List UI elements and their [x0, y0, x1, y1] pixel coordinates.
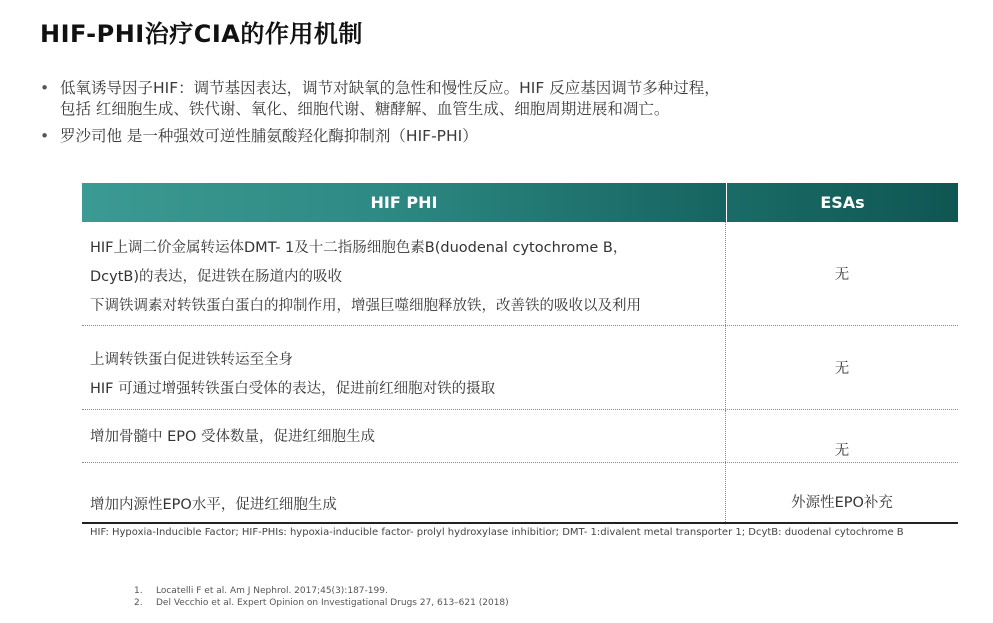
cell-line: HIF 可通过增强转铁蛋白受体的表达，促进前红细胞对铁的摄取: [90, 381, 496, 397]
comparison-table: [82, 183, 958, 524]
cell-line: 上调转铁蛋白促进铁转运至全身: [90, 352, 293, 368]
cell-line: HIF上调二价金属转运体DMT- 1及十二指肠细胞色素B(duodenal cytochrome B，: [90, 240, 628, 256]
bullet-item-hif: [40, 78, 950, 120]
table-row: [82, 463, 958, 524]
cell-line: 增加内源性EPO水平，促进红细胞生成: [90, 497, 337, 513]
cell-line: 下调铁调素对转铁蛋白蛋白的抑制作用，增强巨噬细胞释放铁，改善铁的吸收以及利用: [90, 298, 641, 314]
references-list: [134, 585, 509, 609]
esas-cell: 无: [834, 267, 850, 283]
table-row: [82, 326, 958, 410]
table-row: [82, 410, 958, 463]
bullet-line: • 罗沙司他 是一种强效可逆性脯氨酸羟化酶抑制剂（HIF-PHI）: [60, 127, 478, 145]
header-esas: ESAs: [727, 183, 958, 222]
header-hif-phi: HIF PHI: [82, 183, 727, 222]
esas-cell: 无: [834, 443, 850, 459]
reference-item: [134, 597, 509, 609]
bullet-list: [40, 78, 950, 153]
slide-title: HIF-PHI治疗CIA的作用机制: [40, 20, 363, 48]
cell-line: DcytB)的表达，促进铁在肠道内的吸收: [90, 269, 343, 285]
esas-cell: 外源性EPO补充: [791, 495, 893, 511]
hif-phi-cell: [82, 222, 726, 325]
reference-text: Locatelli F et al. Am J Nephrol. 2017;45(3):187-199.: [156, 586, 388, 596]
bullet-line: 包括 红细胞生成、铁代谢、氧化、细胞代谢、糖酵解、血管生成、细胞周期进展和凋亡。: [60, 100, 670, 118]
reference-item: [134, 585, 509, 597]
table-row: [82, 222, 958, 326]
reference-number: 1.: [134, 586, 143, 596]
hif-phi-cell: [82, 326, 726, 409]
bullet-item-roxadustat: [40, 126, 950, 147]
esas-cell: 无: [834, 361, 850, 377]
reference-number: 2.: [134, 598, 143, 608]
bullet-line: • 低氧诱导因子HIF：调节基因表达，调节对缺氧的急性和慢性反应。HIF 反应基因调节多种过程，: [60, 79, 720, 97]
hif-phi-cell: [82, 410, 726, 462]
abbreviations-footnote: HIF: Hypoxia-Inducible Factor; HIF-PHIs: hypoxia-inducible factor- prolyl hydroxylase inhibitior; DMT- 1:divalent metal transporter 1; DcytB: duodenal cytochrome B: [90, 527, 904, 538]
cell-line: 增加骨髓中 EPO 受体数量，促进红细胞生成: [90, 429, 376, 445]
hif-phi-cell: [82, 463, 726, 522]
table-header: [82, 183, 958, 222]
reference-text: Del Vecchio et al. Expert Opinion on Investigational Drugs 27, 613–621 (2018): [156, 598, 509, 608]
